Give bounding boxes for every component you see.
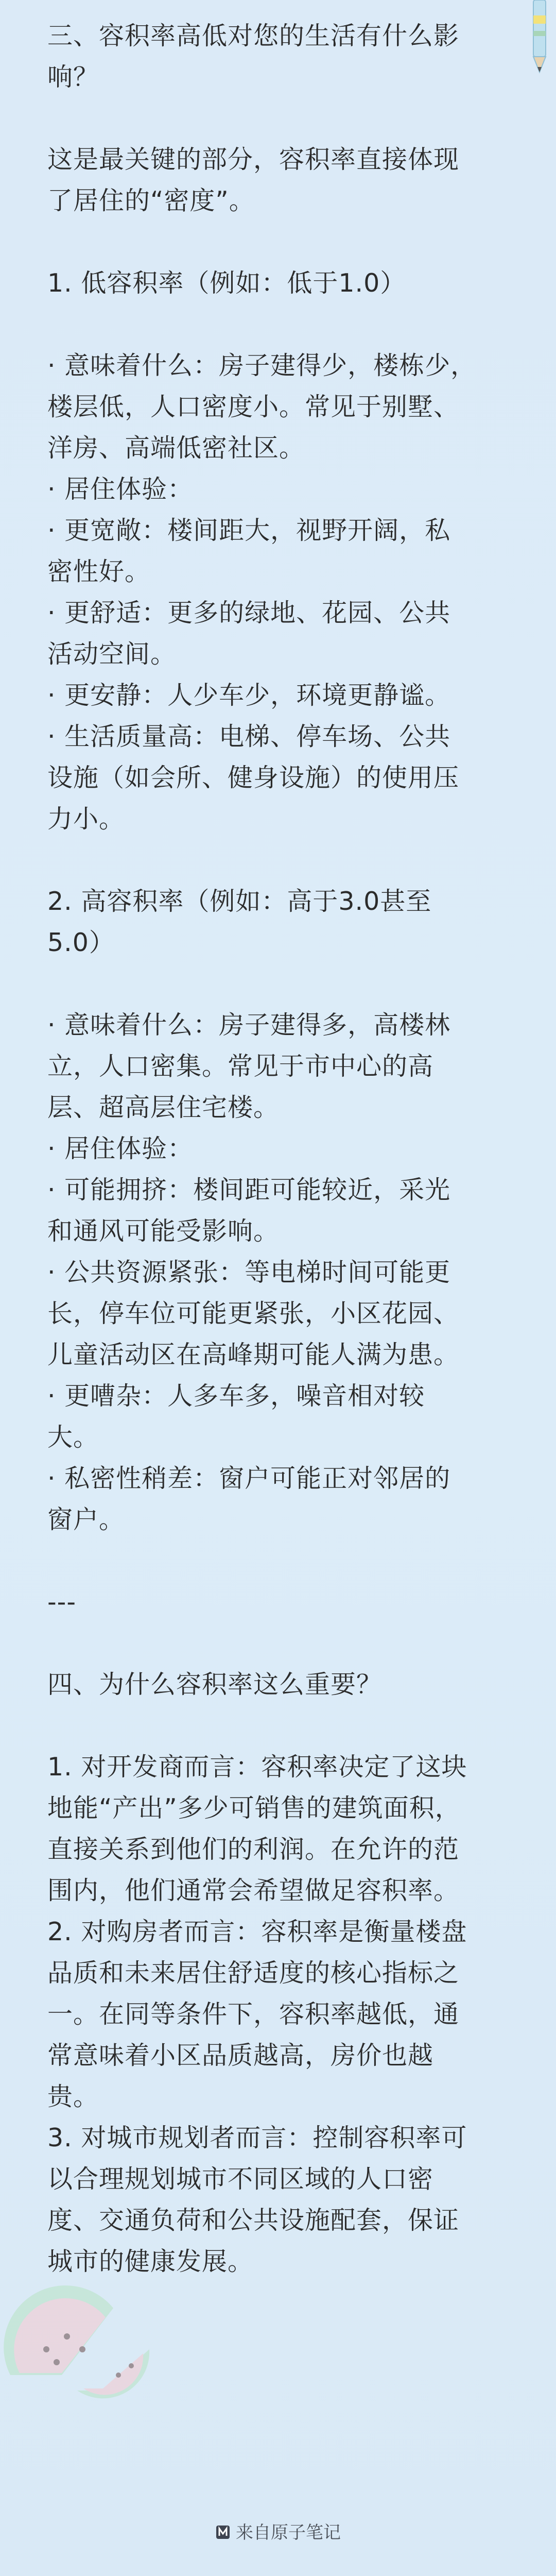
text-line: 常意味着小区品质越高，房价也越 bbox=[47, 2041, 434, 2070]
text-line: · 更安静：人少车少，环境更静谧。 bbox=[47, 681, 451, 710]
text-line: 这是最关键的部分，容积率直接体现 bbox=[47, 145, 460, 174]
text-line: 直接关系到他们的利润。在允许的范 bbox=[47, 1835, 460, 1864]
text-line: · 公共资源紧张：等电梯时间可能更 bbox=[47, 1258, 451, 1287]
blank-line bbox=[47, 963, 511, 1005]
blank-line bbox=[47, 1705, 511, 1747]
text-line: 和通风可能受影响。 bbox=[47, 1216, 280, 1246]
blank-line bbox=[47, 840, 511, 881]
text-line: · 生活质量高：电梯、停车场、公共 bbox=[47, 722, 451, 751]
text-line: 设施（如会所、健身设施）的使用压 bbox=[47, 763, 460, 792]
text-line: 贵。 bbox=[47, 2082, 99, 2111]
blank-line bbox=[47, 1540, 511, 1582]
text-line: 层、超高层住宅楼。 bbox=[47, 1093, 280, 1122]
blank-line bbox=[47, 98, 511, 139]
text-line: 了居住的“密度”。 bbox=[47, 186, 255, 215]
text-line: · 居住体验： bbox=[47, 1134, 194, 1163]
source-label: 来自原子笔记 bbox=[236, 2522, 341, 2543]
text-line: 3. 对城市规划者而言：控制容积率可 bbox=[47, 2123, 467, 2153]
text-line: --- bbox=[47, 1587, 77, 1617]
blank-line bbox=[47, 304, 511, 345]
text-line: 三、容积率高低对您的生活有什么影 bbox=[47, 21, 460, 50]
text-line: · 更舒适：更多的绿地、花园、公共 bbox=[47, 598, 451, 628]
text-line: 5.0） bbox=[47, 928, 115, 957]
text-line: 2. 对购房者而言：容积率是衡量楼盘 bbox=[47, 1917, 467, 1946]
text-line: 活动空间。 bbox=[47, 639, 177, 669]
text-line: 长，停车位可能更紧张，小区花园、 bbox=[47, 1299, 460, 1328]
text-line: 窗户。 bbox=[47, 1505, 125, 1534]
text-line: · 意味着什么：房子建得少，楼栋少， bbox=[47, 351, 477, 380]
text-line: · 可能拥挤：楼间距可能较近，采光 bbox=[47, 1175, 451, 1205]
pencil-icon bbox=[528, 0, 551, 77]
blank-line bbox=[47, 222, 511, 263]
text-line: · 更嘈杂：人多车多，噪音相对较 bbox=[47, 1381, 425, 1411]
text-line: 度、交通负荷和公共设施配套，保证 bbox=[47, 2206, 460, 2235]
source-footer bbox=[0, 2518, 556, 2544]
text-line: 儿童活动区在高峰期可能人满为患。 bbox=[47, 1340, 460, 1369]
app-logo-icon bbox=[215, 2524, 231, 2540]
text-line: · 私密性稍差：窗户可能正对邻居的 bbox=[47, 1464, 451, 1493]
text-line: 1. 低容积率（例如：低于1.0） bbox=[47, 268, 406, 298]
text-line: 力小。 bbox=[47, 804, 125, 834]
text-line: 大。 bbox=[47, 1422, 99, 1452]
watermelon-icon bbox=[0, 2272, 154, 2406]
text-line: 城市的健康发展。 bbox=[47, 2247, 254, 2276]
text-line: 密性好。 bbox=[47, 557, 151, 586]
text-line: 四、为什么容积率这么重要？ bbox=[47, 1670, 383, 1699]
text-line: 围内，他们通常会希望做足容积率。 bbox=[47, 1876, 460, 1905]
text-line: 楼层低，人口密度小。常见于别墅、 bbox=[47, 392, 460, 421]
text-line: 以合理规划城市不同区域的人口密 bbox=[47, 2164, 434, 2194]
text-line: · 更宽敞：楼间距大，视野开阔，私 bbox=[47, 516, 451, 545]
text-line: · 意味着什么：房子建得多，高楼林 bbox=[47, 1010, 451, 1040]
blank-line bbox=[47, 1623, 511, 1664]
text-line: · 居住体验： bbox=[47, 474, 194, 504]
text-line: 地能“产出”多少可销售的建筑面积， bbox=[47, 1793, 461, 1823]
text-line: 品质和未来居住舒适度的核心指标之 bbox=[47, 1958, 460, 1988]
text-line: 2. 高容积率（例如：高于3.0甚至 bbox=[47, 887, 432, 916]
text-line: 响？ bbox=[47, 62, 99, 92]
text-line: 1. 对开发商而言：容积率决定了这块 bbox=[47, 1752, 467, 1782]
text-line: 立，人口密集。常见于市中心的高 bbox=[47, 1052, 434, 1081]
article-body bbox=[47, 15, 511, 2282]
text-line: 一。在同等条件下，容积率越低，通 bbox=[47, 1999, 460, 2029]
text-line: 洋房、高端低密社区。 bbox=[47, 433, 305, 463]
